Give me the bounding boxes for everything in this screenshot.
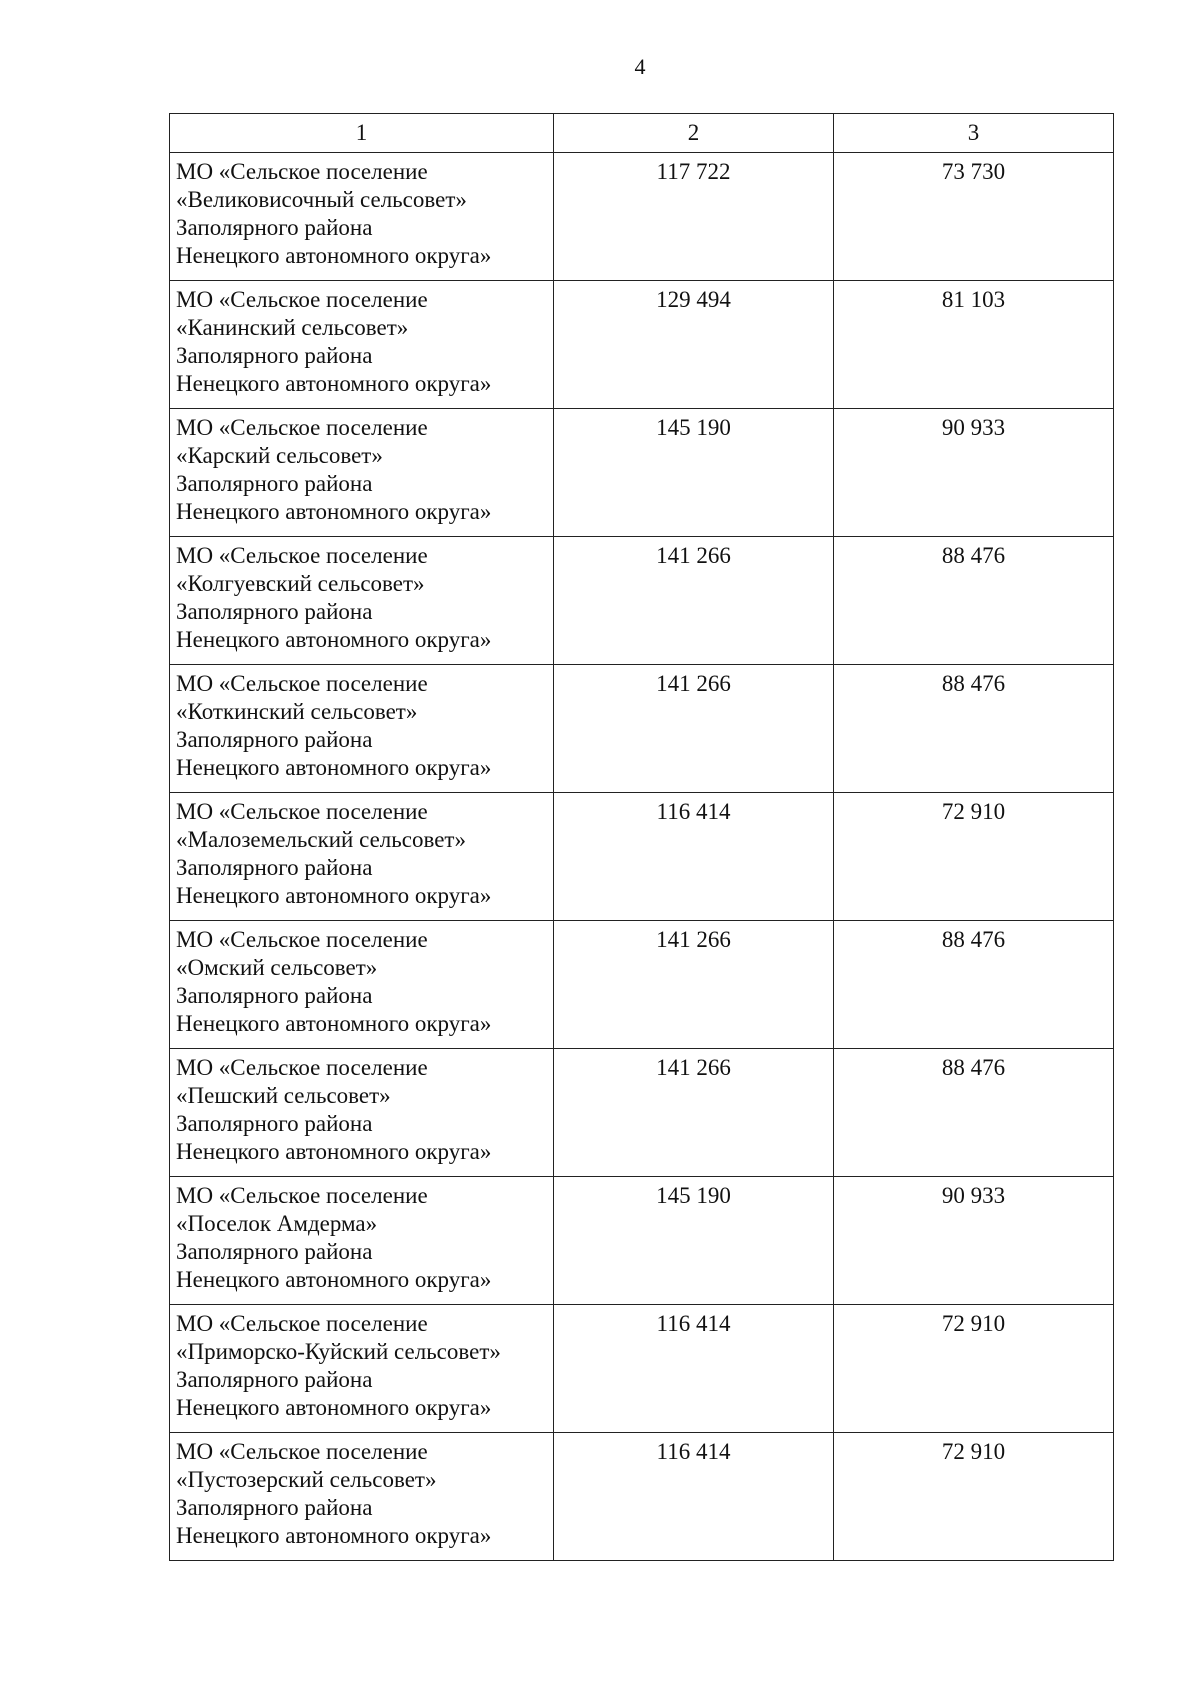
municipality-name-line: «Великовисочный сельсовет» <box>176 187 467 212</box>
value-col-3: 88 476 <box>834 537 1114 665</box>
table-row <box>170 281 1114 409</box>
table-row <box>170 1177 1114 1305</box>
municipality-name-line: Заполярного района <box>176 727 373 752</box>
page-number: 4 <box>634 54 646 79</box>
municipality-name-line: Ненецкого автономного округа» <box>176 755 492 780</box>
municipality-name-line: Заполярного района <box>176 471 373 496</box>
data-table <box>169 113 1114 1561</box>
municipality-name-cell <box>170 409 554 537</box>
municipality-name-cell <box>170 1177 554 1305</box>
header-col-2: 2 <box>554 114 834 153</box>
header-col-3: 3 <box>834 114 1114 153</box>
value-col-3: 88 476 <box>834 1049 1114 1177</box>
municipality-name-line: Ненецкого автономного округа» <box>176 627 492 652</box>
value-col-3: 90 933 <box>834 409 1114 537</box>
municipality-name-line: Ненецкого автономного округа» <box>176 1523 492 1548</box>
value-col-3: 72 910 <box>834 1433 1114 1561</box>
municipality-name-line: МО «Сельское поселение <box>176 1311 428 1336</box>
municipality-name-line: Заполярного района <box>176 1111 373 1136</box>
municipality-name-line: Ненецкого автономного округа» <box>176 499 492 524</box>
municipality-name-line: МО «Сельское поселение <box>176 287 428 312</box>
municipality-name-line: Ненецкого автономного округа» <box>176 1395 492 1420</box>
municipality-name-line: Ненецкого автономного округа» <box>176 371 492 396</box>
table-row <box>170 537 1114 665</box>
municipality-name-line: «Колгуевский сельсовет» <box>176 571 425 596</box>
value-col-3: 73 730 <box>834 153 1114 281</box>
value-col-2: 116 414 <box>554 1305 834 1433</box>
table-row <box>170 793 1114 921</box>
value-col-3: 88 476 <box>834 665 1114 793</box>
header-col-1: 1 <box>170 114 554 153</box>
municipality-name-line: МО «Сельское поселение <box>176 159 428 184</box>
municipality-name-line: Заполярного района <box>176 1495 373 1520</box>
municipality-name-line: «Омский сельсовет» <box>176 955 378 980</box>
value-col-2: 117 722 <box>554 153 834 281</box>
value-col-3: 90 933 <box>834 1177 1114 1305</box>
value-col-2: 141 266 <box>554 921 834 1049</box>
municipality-name-line: МО «Сельское поселение <box>176 543 428 568</box>
municipality-name-line: МО «Сельское поселение <box>176 1439 428 1464</box>
table-row <box>170 409 1114 537</box>
municipality-name-line: «Пешский сельсовет» <box>176 1083 391 1108</box>
municipality-name-cell <box>170 281 554 409</box>
municipality-name-line: Заполярного района <box>176 599 373 624</box>
value-col-2: 141 266 <box>554 537 834 665</box>
municipality-name-line: Ненецкого автономного округа» <box>176 1267 492 1292</box>
municipality-name-cell <box>170 537 554 665</box>
municipality-name-line: «Канинский сельсовет» <box>176 315 409 340</box>
municipality-name-line: Заполярного района <box>176 983 373 1008</box>
value-col-3: 72 910 <box>834 793 1114 921</box>
municipality-name-line: МО «Сельское поселение <box>176 799 428 824</box>
municipality-name-line: Ненецкого автономного округа» <box>176 1011 492 1036</box>
header-row <box>170 114 1114 153</box>
table-header <box>170 114 1114 153</box>
value-col-2: 145 190 <box>554 1177 834 1305</box>
table-row <box>170 1305 1114 1433</box>
table-row <box>170 921 1114 1049</box>
value-col-2: 129 494 <box>554 281 834 409</box>
municipality-name-cell <box>170 1305 554 1433</box>
municipality-name-cell <box>170 665 554 793</box>
value-col-2: 141 266 <box>554 665 834 793</box>
value-col-2: 116 414 <box>554 793 834 921</box>
municipality-name-cell <box>170 1049 554 1177</box>
value-col-3: 88 476 <box>834 921 1114 1049</box>
municipality-name-cell <box>170 1433 554 1561</box>
value-col-2: 116 414 <box>554 1433 834 1561</box>
municipality-name-cell <box>170 793 554 921</box>
municipality-name-line: МО «Сельское поселение <box>176 927 428 952</box>
municipality-name-line: «Приморско-Куйский сельсовет» <box>176 1339 501 1364</box>
municipality-name-line: «Малоземельский сельсовет» <box>176 827 466 852</box>
municipality-name-line: «Коткинский сельсовет» <box>176 699 418 724</box>
municipality-name-line: МО «Сельское поселение <box>176 415 428 440</box>
municipality-name-line: Заполярного района <box>176 343 373 368</box>
municipality-name-line: Заполярного района <box>176 1239 373 1264</box>
municipality-name-line: Заполярного района <box>176 1367 373 1392</box>
municipality-name-line: «Карский сельсовет» <box>176 443 383 468</box>
municipality-name-line: МО «Сельское поселение <box>176 671 428 696</box>
value-col-2: 145 190 <box>554 409 834 537</box>
municipality-name-line: «Пустозерский сельсовет» <box>176 1467 437 1492</box>
municipality-name-line: МО «Сельское поселение <box>176 1055 428 1080</box>
municipality-name-line: МО «Сельское поселение <box>176 1183 428 1208</box>
value-col-3: 72 910 <box>834 1305 1114 1433</box>
table-row <box>170 1049 1114 1177</box>
municipality-name-cell <box>170 921 554 1049</box>
table-row <box>170 665 1114 793</box>
value-col-2: 141 266 <box>554 1049 834 1177</box>
municipality-name-line: Ненецкого автономного округа» <box>176 883 492 908</box>
table-row <box>170 1433 1114 1561</box>
value-col-3: 81 103 <box>834 281 1114 409</box>
municipality-name-line: Ненецкого автономного округа» <box>176 243 492 268</box>
municipality-name-line: Ненецкого автономного округа» <box>176 1139 492 1164</box>
municipality-name-cell <box>170 153 554 281</box>
table-row <box>170 153 1114 281</box>
municipality-name-line: Заполярного района <box>176 855 373 880</box>
table-body <box>170 153 1114 1561</box>
municipality-name-line: «Поселок Амдерма» <box>176 1211 378 1236</box>
municipality-name-line: Заполярного района <box>176 215 373 240</box>
